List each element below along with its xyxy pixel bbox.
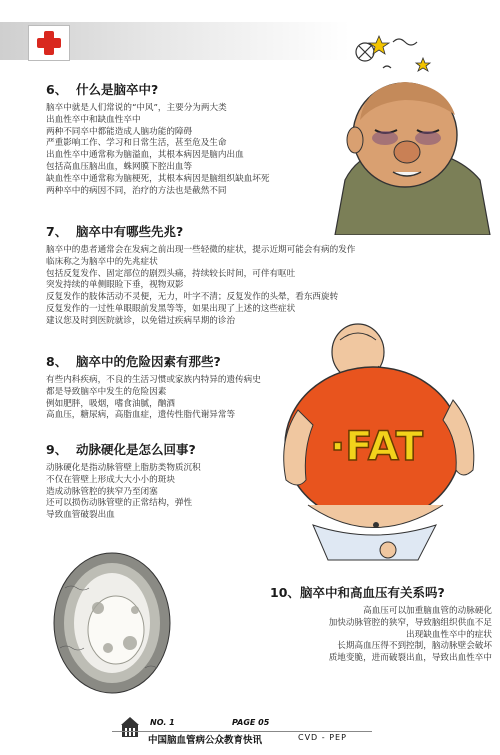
paragraph-line: 造成动脉管腔的狭窄乃至闭塞 bbox=[46, 486, 158, 497]
section-risk-factors bbox=[46, 352, 261, 422]
section-arteriosclerosis bbox=[46, 440, 201, 522]
paragraph-line: 出现缺血性卒中的症状 bbox=[406, 629, 492, 640]
section-heading bbox=[46, 440, 201, 458]
section-number: 9、 bbox=[46, 442, 68, 457]
paragraph-line: 例如肥胖，吸烟，嗜食油腻，酗酒 bbox=[46, 398, 175, 409]
medical-cross-icon bbox=[28, 25, 70, 61]
paragraph-line: 都是导致脑卒中发生的危险因素 bbox=[46, 386, 167, 397]
section-number: 6、 bbox=[46, 82, 68, 97]
paragraph-line: 包括反复发作、固定部位的剧烈头痛，持续较长时间，可伴有呕吐 bbox=[46, 268, 296, 279]
fat-label: ·FAT bbox=[330, 424, 424, 470]
section-heading bbox=[46, 352, 261, 370]
paragraph-line: 脑卒中就是人们常说的“中风”，主要分为两大类 bbox=[46, 103, 227, 113]
paragraph-line: 加快动脉管腔的狭窄，导致脑组织供血不足 bbox=[328, 617, 492, 628]
section-title: 什么是脑卒中? bbox=[76, 82, 159, 97]
section-title: 脑卒中的危险因素有那些? bbox=[76, 354, 221, 369]
paragraph-line: 出血性卒中通常称为脑溢血，其根本病因是脑内出血 bbox=[46, 150, 244, 161]
paragraph-line: 反复发作的肢体活动不灵便，无力，叶字不清；反复发作的头晕，看东西旋转 bbox=[46, 292, 339, 303]
page-number: PAGE 05 bbox=[232, 718, 270, 727]
paragraph-line: 突发持续的单侧眼睑下垂，视物双影 bbox=[46, 280, 184, 291]
paragraph-line: 高血压，糖尿病，高脂血症，遗传性脂代谢异常等 bbox=[46, 410, 236, 421]
section-title: 脑卒中有哪些先兆? bbox=[76, 224, 184, 239]
section-what-is-stroke bbox=[46, 80, 269, 197]
paragraph-line: 有些内科疾病，不良的生活习惯或家族内特异的遗传病史 bbox=[46, 375, 261, 385]
section-heading bbox=[46, 80, 269, 98]
paragraph-line: 还可以损伤动脉管壁的正常结构，弹性 bbox=[46, 498, 193, 509]
publication-code: CVD - PEP bbox=[298, 733, 347, 742]
section-stroke-and-hypertension bbox=[270, 583, 492, 665]
section-heading bbox=[270, 583, 492, 601]
paragraph-line: 两种不同卒中都能造成人脑功能的障碍 bbox=[46, 126, 193, 137]
section-number: 8、 bbox=[46, 354, 68, 369]
paragraph-line: 包括高血压脑出血，蛛网膜下腔出血等 bbox=[46, 161, 193, 172]
dizzy-man-illustration bbox=[305, 30, 495, 235]
paragraph-line: 反复发作的一过性单眼眼前发黑等等，如果出现了上述的这些症状 bbox=[46, 303, 296, 314]
paragraph-line: 高血压可以加重脑血管的动脉硬化 bbox=[363, 606, 492, 616]
section-title: 脑卒中和高血压有关系吗? bbox=[300, 585, 445, 600]
issue-number: NO. 1 bbox=[150, 718, 175, 727]
paragraph-line: 两种卒中的病因不同，治疗的方法也是截然不同 bbox=[46, 185, 227, 196]
paragraph-line: 建议您及时到医院就诊，以免错过疾病早期的诊治 bbox=[46, 315, 236, 326]
building-logo-icon bbox=[121, 716, 139, 738]
section-number: 10、 bbox=[270, 585, 300, 600]
paragraph-line: 质地变脆，进而破裂出血，导致出血性卒中 bbox=[328, 653, 492, 664]
section-stroke-warning-signs bbox=[46, 222, 355, 328]
page-footer bbox=[0, 712, 500, 755]
paragraph-line: 出血性卒中和缺血性卒中 bbox=[46, 114, 141, 125]
paragraph-line: 导致血管破裂出血 bbox=[46, 510, 115, 521]
paragraph-line: 不仅在管壁上形成大大小小的斑块 bbox=[46, 474, 175, 485]
section-heading bbox=[46, 222, 355, 240]
paragraph-line: 脑卒中的患者通常会在发病之前出现一些轻微的症状，提示近期可能会有病的发作 bbox=[46, 245, 356, 255]
fat-belly-illustration bbox=[268, 320, 483, 565]
section-number: 7、 bbox=[46, 224, 68, 239]
paragraph-line: 长期高血压得不到控制，脑动脉壁会破坏 bbox=[337, 641, 492, 652]
paragraph-line: 缺血性卒中通常称为脑梗死，其根本病因是脑组织缺血坏死 bbox=[46, 173, 270, 184]
publication-title: 中国脑血管病公众教育快讯 bbox=[148, 735, 263, 746]
paragraph-line: 动脉硬化是指动脉管壁上脂肪类物质沉积 bbox=[46, 463, 201, 473]
paragraph-line: 临床称之为脑卒中的先兆症状 bbox=[46, 256, 158, 267]
paragraph-line: 严重影响工作、学习和日常生活，甚至危及生命 bbox=[46, 138, 227, 149]
section-title: 动脉硬化是怎么回事? bbox=[76, 442, 196, 457]
artery-cross-section-illustration bbox=[50, 548, 175, 698]
